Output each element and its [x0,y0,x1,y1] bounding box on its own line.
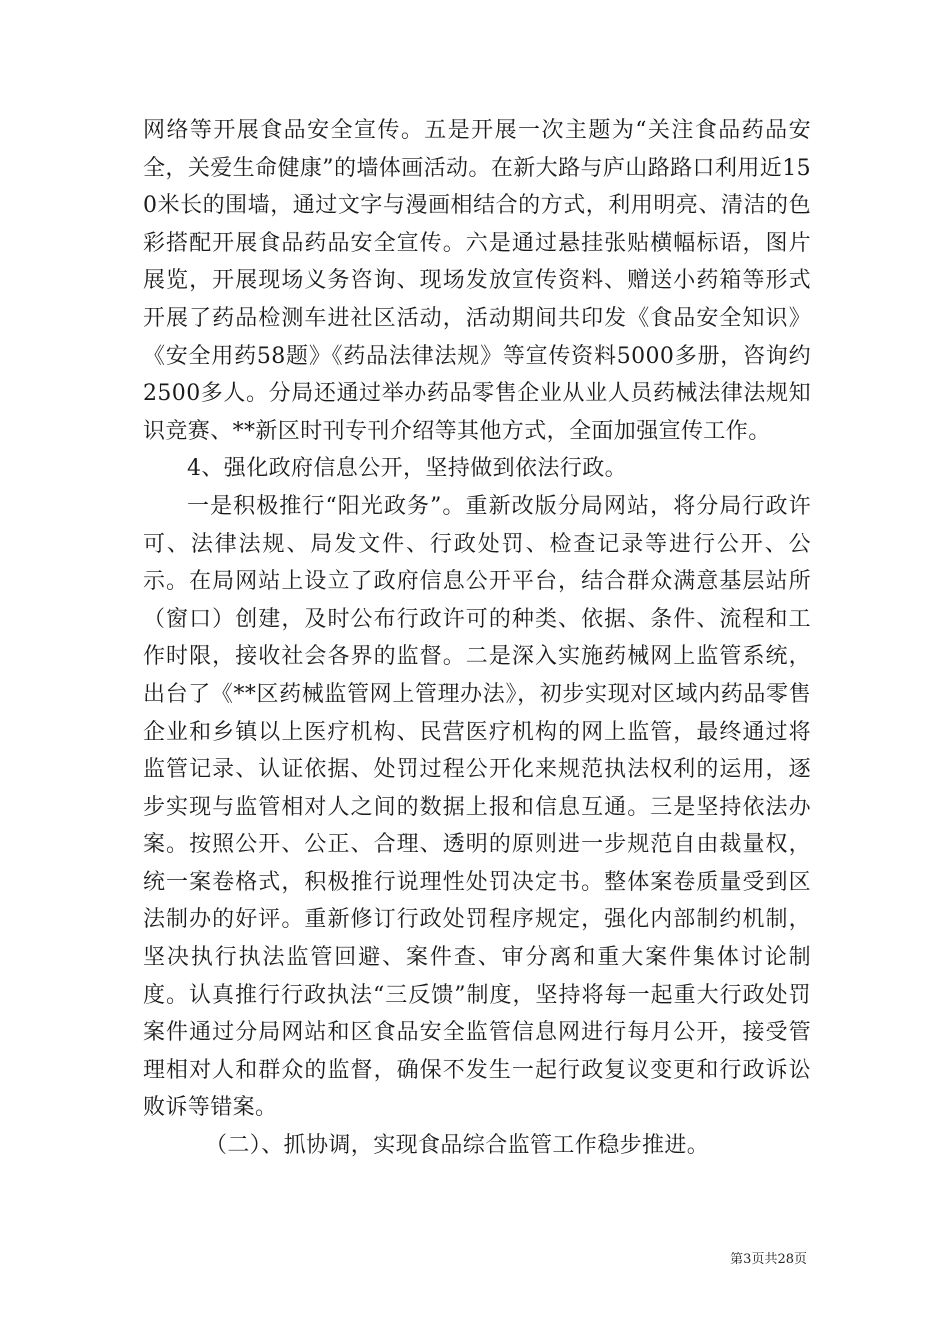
page-number: 第3页共28页 [730,1252,807,1267]
paragraph-sunshine-government: 一是积极推行“阳光政务”。重新改版分局网站，将分局行政许可、法律法规、局发文件、行政处罚、检查记录等进行公开、公示。在局网站上设立了政府信息公开平台，结合群众满意基层站所（窗口）创建，及时公布行政许可的种类、依据、条件、流程和工作时限，接收社会各界的监督。二是深入实施药械网上监管系统，出台了《**区药械监管网上管理办法》，初步实现对区域内药品零售企业和乡镇以上医疗机构、民营医疗机构的网上监管，最终通过将监管记录、认证依据、处罚过程公开化来规范执法权利的运用，逐步实现与监管相对人之间的数据上报和信息互通。三是坚持依法办案。按照公开、公正、合理、透明的原则进一步规范自由裁量权，统一案卷格式，积极推行说理性处罚决定书。整体案卷质量受到区法制办的好评。重新修订行政处罚程序规定，强化内部制约机制，坚决执行执法监管回避、案件查、审分离和重大案件集体讨论制度。认真推行行政执法“三反馈”制度，坚持将每一起重大行政处罚案件通过分局网站和区食品安全监管信息网进行每月公开，接受管理相对人和群众的监督，确保不发生一起行政复议变更和行政诉讼败诉等错案。 [143,493,811,1121]
section-heading-information-disclosure: 4、强化政府信息公开，坚持做到依法行政。 [187,456,627,482]
section-heading-coordination: （二）、抓协调，实现食品综合监管工作稳步推进。 [205,1133,710,1159]
paragraph-continued-publicity: 网络等开展食品安全宣传。五是开展一次主题为“关注食品药品安全，关爱生命健康”的墙体画活动。在新大路与庐山路路口利用近150米长的围墙，通过文字与漫画相结合的方式，利用明亮、清洁的色彩搭配开展食品药品安全宣传。六是通过悬挂张贴横幅标语，图片展览，开展现场义务咨询、现场发放宣传资料、赠送小药箱等形式开展了药品检测车进社区活动，活动期间共印发《食品安全知识》《安全用药58题》《药品法律法规》等宣传资料5000多册，咨询约2500多人。分局还通过举办药品零售企业从业人员药械法律法规知识竞赛、**新区时刊专刊介绍等其他方式，全面加强宣传工作。 [143,118,811,444]
document-body [143,112,811,1165]
